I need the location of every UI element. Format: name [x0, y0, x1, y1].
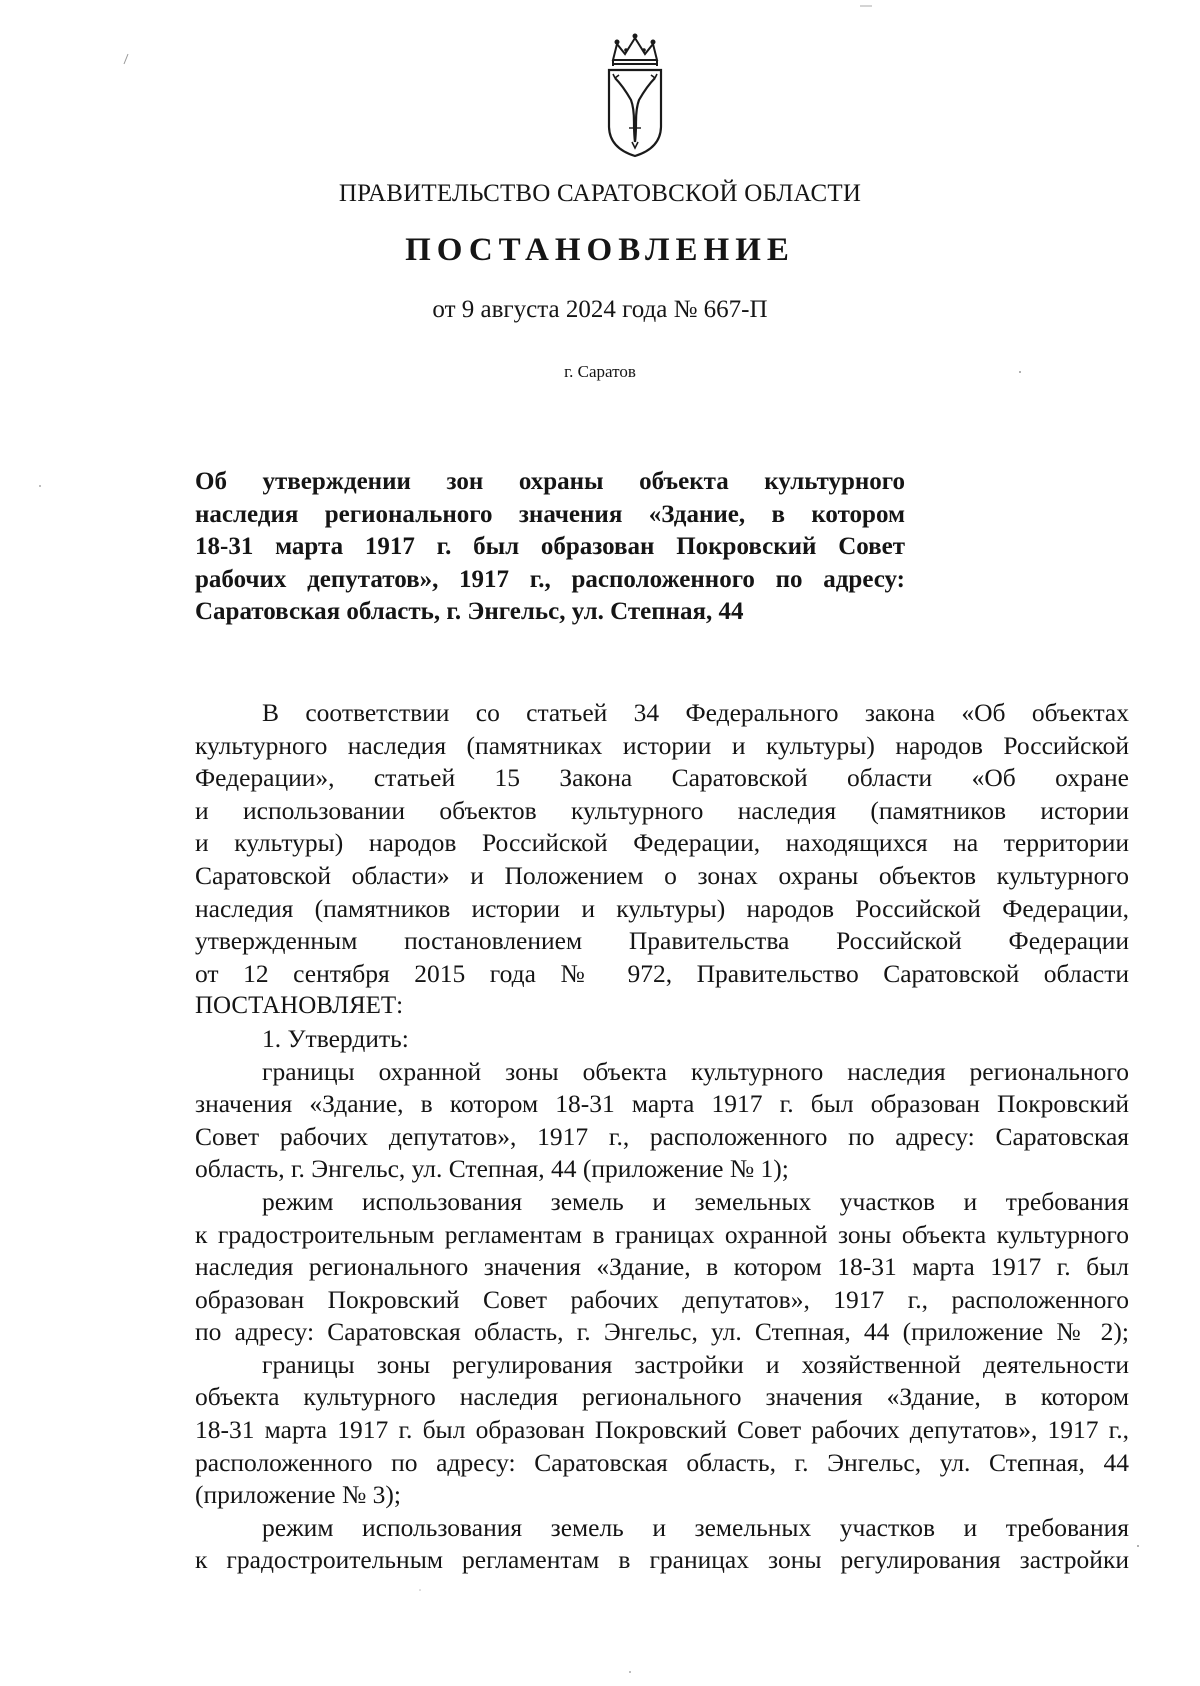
- body-line: границы зоны регулирования застройки и хозяйственной деятельности: [262, 1349, 1129, 1379]
- document-body: [195, 697, 1129, 1577]
- document-date-number: от 9 августа 2024 года № 667-П: [432, 296, 768, 323]
- subject-line: 18-31 марта 1917 г. был образован Покровский Совет: [195, 533, 905, 560]
- document-subject: [195, 466, 905, 629]
- body-line: Совет рабочих депутатов», 1917 г., расположенного по адресу: Саратовская: [195, 1121, 1129, 1151]
- body-line: утвержденным постановлением Правительства Российской Федерации: [195, 926, 1129, 956]
- body-line: образован Покровский Совет рабочих депутатов», 1917 г., расположенного: [195, 1284, 1129, 1314]
- organization-name: ПРАВИТЕЛЬСТВО САРАТОВСКОЙ ОБЛАСТИ: [338, 180, 862, 207]
- body-line: от 12 сентября 2015 года № 972, Правительство Саратовской области: [195, 958, 1129, 988]
- body-line: по адресу: Саратовская область, г. Энгельс, ул. Степная, 44 (приложение № 2);: [195, 1317, 1129, 1347]
- body-line: наследия регионального значения «Здание, в котором 18-31 марта 1917 г. был: [195, 1252, 1129, 1282]
- body-line: режим использования земель и земельных участков и требования: [262, 1186, 1129, 1216]
- subject-line: наследия регионального значения «Здание, в котором: [195, 500, 905, 528]
- body-line: ПОСТАНОВЛЯЕТ:: [195, 992, 404, 1020]
- body-line: границы охранной зоны объекта культурного наследия регионального: [262, 1056, 1129, 1086]
- body-line: 1. Утвердить:: [262, 1023, 409, 1053]
- body-line: (приложение № 3);: [195, 1480, 401, 1510]
- body-line: режим использования земель и земельных участков и требования: [262, 1512, 1129, 1542]
- body-line: к градостроительным регламентам в границах зоны регулирования застройки: [195, 1545, 1129, 1575]
- body-line: культурного наследия (памятниках истории и культуры) народов Российской: [195, 730, 1129, 760]
- body-line: Саратовской области» и Положением о зонах охраны объектов культурного: [195, 860, 1129, 890]
- subject-line: рабочих депутатов», 1917 г., расположенного по адресу:: [195, 565, 905, 593]
- body-line: Федерации», статьей 15 Закона Саратовской области «Об охране: [195, 763, 1129, 793]
- body-line: и использовании объектов культурного наследия (памятников истории: [195, 795, 1129, 825]
- body-line: значения «Здание, в котором 18-31 марта 1917 г. был образован Покровский: [195, 1089, 1129, 1119]
- subject-line: Саратовская область, г. Энгельс, ул. Степная, 44: [195, 598, 744, 625]
- body-line: расположенного по адресу: Саратовская область, г. Энгельс, ул. Степная, 44: [195, 1447, 1129, 1477]
- saratov-coat-of-arms-emblem: [603, 30, 667, 160]
- body-line: наследия (памятников истории и культуры) народов Российской Федерации,: [195, 893, 1129, 923]
- body-line: В соответствии со статьей 34 Федерального закона «Об объектах: [262, 698, 1129, 727]
- document-type-title: ПОСТАНОВЛЕНИЕ: [405, 232, 795, 268]
- subject-line: Об утверждении зон охраны объекта культурного: [195, 468, 905, 495]
- body-line: область, г. Энгельс, ул. Степная, 44 (приложение № 1);: [195, 1154, 789, 1184]
- body-line: и культуры) народов Российской Федерации, находящихся на территории: [195, 828, 1129, 858]
- body-line: 18-31 марта 1917 г. был образован Покровский Совет рабочих депутатов», 1917 г.,: [195, 1415, 1129, 1445]
- document-city: г. Саратов: [564, 362, 636, 381]
- body-line: к градостроительным регламентам в границах охранной зоны объекта культурного: [195, 1219, 1129, 1249]
- body-line: объекта культурного наследия регионального значения «Здание, в котором: [195, 1382, 1129, 1412]
